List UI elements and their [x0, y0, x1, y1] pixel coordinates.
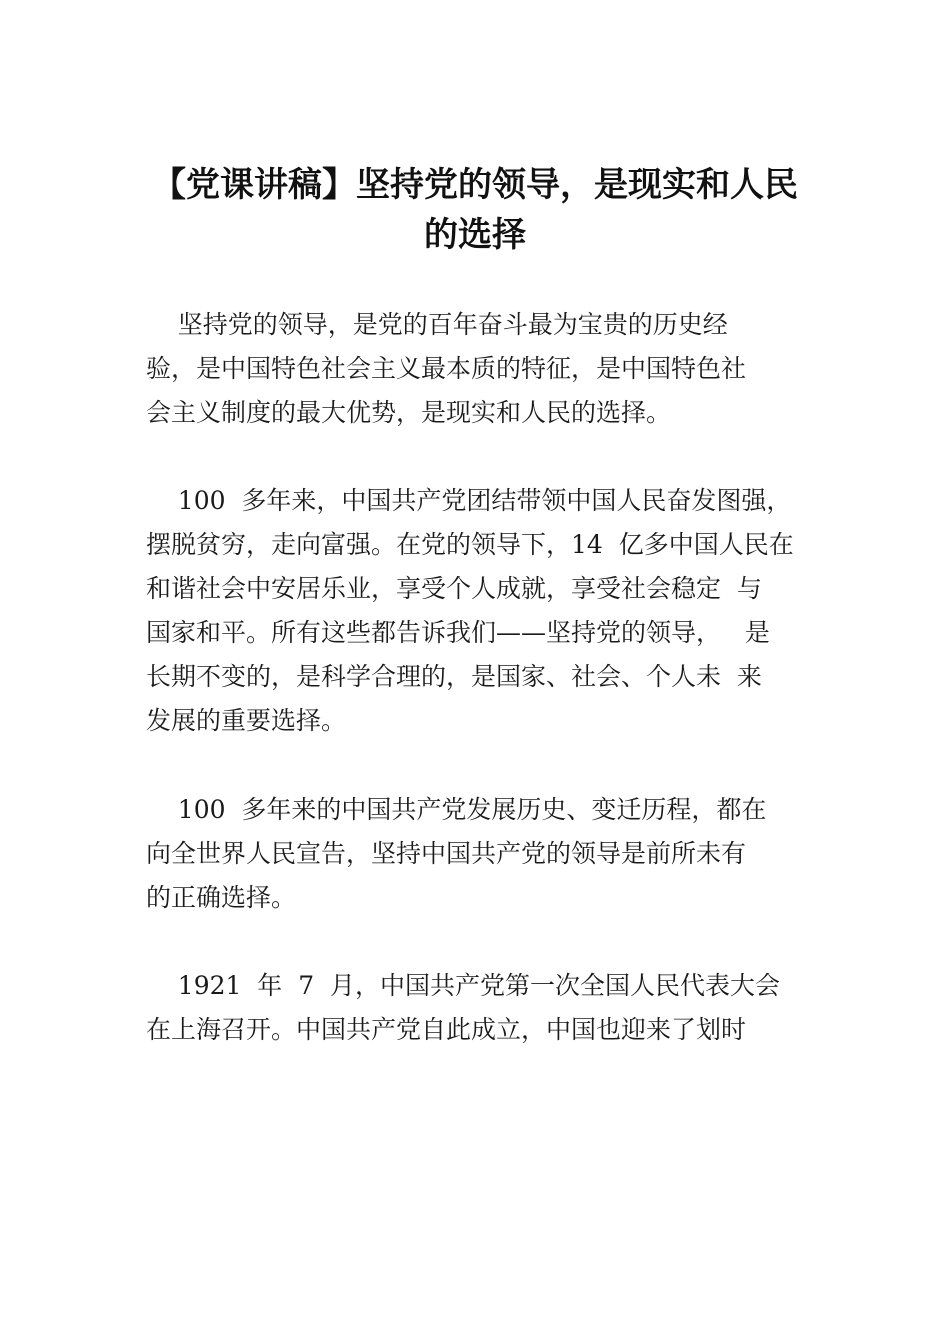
- paragraph-line: 和谐社会中安居乐业，享受个人成就，享受社会稳定 与: [146, 574, 762, 603]
- paragraph-2: [146, 479, 846, 743]
- paragraph-line: 验，是中国特色社会主义最本质的特征，是中国特色社: [146, 354, 747, 383]
- paragraph-line: 摆脱贫穷，走向富强。在党的领导下，14 亿多中国人民在: [146, 530, 794, 559]
- paragraph-line: 100 多年来，中国共产党团结带领中国人民奋发图强，: [146, 486, 792, 515]
- paragraph-line: 发展的重要选择。: [146, 706, 347, 735]
- paragraph-line: 向全世界人民宣告，坚持中国共产党的领导是前所未有: [146, 839, 747, 868]
- paragraph-line: 国家和平。所有这些都告诉我们——坚持党的领导， 是: [146, 618, 770, 647]
- paragraph-line: 长期不变的，是科学合理的，是国家、社会、个人未 来: [146, 662, 762, 691]
- paragraph-4: [146, 964, 846, 1052]
- paragraph-line: 在上海召开。中国共产党自此成立，中国也迎来了划时: [146, 1015, 747, 1044]
- paragraph-1: [146, 303, 846, 435]
- title-line-2: 的选择: [424, 215, 526, 255]
- paragraph-3: [146, 788, 846, 920]
- paragraph-line: 坚持党的领导，是党的百年奋斗最为宝贵的历史经: [146, 310, 728, 339]
- paragraph-line: 1921 年 7 月，中国共产党第一次全国人民代表大会: [146, 971, 780, 1000]
- paragraph-line: 会主义制度的最大优势，是现实和人民的选择。: [146, 398, 672, 427]
- paragraph-line: 的正确选择。: [146, 883, 297, 912]
- title-line-1: 【党课讲稿】坚持党的领导，是现实和人民: [152, 165, 798, 205]
- document-title: [100, 160, 850, 260]
- paragraph-line: 100 多年来的中国共产党发展历史、变迁历程，都在: [146, 795, 767, 824]
